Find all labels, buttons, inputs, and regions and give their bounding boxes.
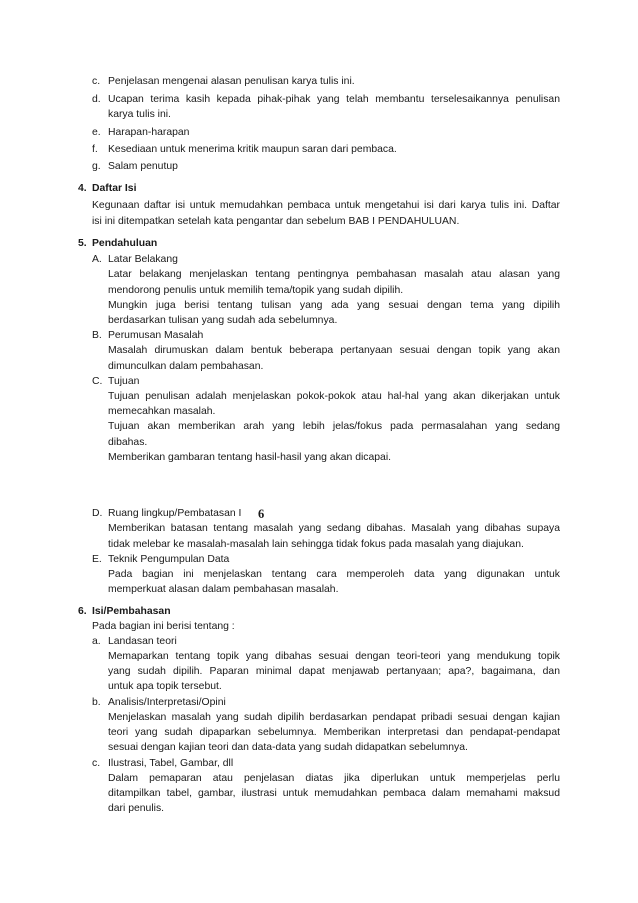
paragraph-line: dari penulis. <box>108 803 165 814</box>
list-marker: g. <box>92 161 101 172</box>
subsection-title: Landasan teori <box>108 636 177 647</box>
paragraph-line: untuk apa topik tersebut. <box>108 681 222 692</box>
subsection-marker: c. <box>92 758 101 769</box>
list-item: Salam penutup <box>108 161 178 172</box>
paragraph-line: teori yang sudah dipaparkan sebelumnya. Memberikan interpretasi dan pendapat-pendapat <box>108 727 560 738</box>
paragraph-line: dimunculkan dalam pembahasan. <box>108 361 264 372</box>
paragraph-line: Pada bagian ini berisi tentang : <box>92 621 235 632</box>
subsection-title: Analisis/Interpretasi/Opini <box>108 697 226 708</box>
list-item: Harapan-harapan <box>108 127 190 138</box>
paragraph-line: memecahkan masalah. <box>108 406 216 417</box>
paragraph-line: ditampilkan tabel, gambar, ilustrasi untuk memudahkan pembaca dalam memahami maksud <box>108 788 560 799</box>
paragraph-line: Masalah dirumuskan dalam bentuk beberapa pertanyaan sesuai dengan topik yang akan <box>108 345 560 356</box>
list-marker: f. <box>92 144 98 155</box>
section-number: 4. <box>78 183 87 194</box>
list-marker: c. <box>92 76 101 87</box>
paragraph-line: mendorong penulis untuk memilih tema/topik yang sudah dipilih. <box>108 285 404 296</box>
subsection-title: Latar Belakang <box>108 254 178 265</box>
paragraph-line: isi ini ditempatkan setelah kata pengantar dan sebelum BAB I PENDAHULUAN. <box>92 216 460 227</box>
paragraph-line: Tujuan akan memberikan arah yang lebih jelas/fokus pada permasalahan yang sedang <box>108 421 560 432</box>
paragraph-line: berdasarkan tulisan yang sudah ada sebelumnya. <box>108 315 338 326</box>
subsection-marker: b. <box>92 697 101 708</box>
paragraph-line: Menjelaskan masalah yang sudah dipilih berdasarkan pendapat pribadi sesuai dengan kajian <box>108 712 560 723</box>
paragraph-line: sesuai dengan kajian teori dan data-data yang sudah didapatkan sebelumnya. <box>108 742 468 753</box>
paragraph-line: Kegunaan daftar isi untuk memudahkan pembaca untuk mengetahui isi dari karya tulis ini. Daftar <box>92 200 560 211</box>
list-item: Penjelasan mengenai alasan penulisan karya tulis ini. <box>108 76 355 87</box>
paragraph-line: Latar belakang menjelaskan tentang pentingnya pembahasan masalah atau alasan yang <box>108 269 560 280</box>
subsection-title: Ilustrasi, Tabel, Gambar, dll <box>108 758 234 769</box>
subsection-marker: A. <box>92 254 102 265</box>
paragraph-line: Pada bagian ini menjelaskan tentang cara memperoleh data yang digunakan untuk <box>108 569 560 580</box>
section-number: 6. <box>78 606 87 617</box>
list-marker: d. <box>92 94 101 105</box>
list-item-continuation: karya tulis ini. <box>108 109 171 120</box>
subsection-title: Teknik Pengumpulan Data <box>108 554 230 565</box>
paragraph-line: Dalam pemaparan atau penjelasan diatas jika diperlukan untuk memperjelas perlu <box>108 773 560 784</box>
subsection-title: Perumusan Masalah <box>108 330 204 341</box>
subsection-marker: C. <box>92 376 103 387</box>
paragraph-line: memperkuat alasan dalam pembahasan masalah. <box>108 584 339 595</box>
paragraph-line: yang sudah dipilih. Paparan minimal dapat menjawab pertanyaan; apa?, bagaimana, dan <box>108 666 560 677</box>
page-number: 6 <box>258 507 265 521</box>
paragraph-line: Memaparkan tentang topik yang dibahas sesuai dengan teori-teori yang mendukung topik <box>108 651 560 662</box>
paragraph-line: tidak melebar ke masalah-masalah lain sehingga tidak fokus pada masalah yang diajukan. <box>108 539 524 550</box>
subsection-marker: D. <box>92 508 103 519</box>
list-item: Ucapan terima kasih kepada pihak-pihak yang telah membantu terselesaikannya penulisan <box>108 94 560 105</box>
section-heading: Isi/Pembahasan <box>92 606 171 617</box>
subsection-marker: E. <box>92 554 102 565</box>
list-item: Kesediaan untuk menerima kritik maupun saran dari pembaca. <box>108 144 397 155</box>
paragraph-line: dibahas. <box>108 437 148 448</box>
paragraph-line: Mungkin juga berisi tentang tulisan yang ada yang sesuai dengan tema yang dipilih <box>108 300 560 311</box>
subsection-marker: B. <box>92 330 102 341</box>
paragraph-line: Memberikan gambaran tentang hasil-hasil yang akan dicapai. <box>108 452 392 463</box>
paragraph-line: Tujuan penulisan adalah menjelaskan pokok-pokok atau hal-hal yang akan dikerjakan untuk <box>108 391 560 402</box>
subsection-title: Tujuan <box>108 376 140 387</box>
paragraph-line: Memberikan batasan tentang masalah yang sedang dibahas. Masalah yang dibahas supaya <box>108 523 560 534</box>
subsection-marker: a. <box>92 636 101 647</box>
subsection-title: Ruang lingkup/Pembatasan I <box>108 508 242 519</box>
list-marker: e. <box>92 127 101 138</box>
section-number: 5. <box>78 238 87 249</box>
section-heading: Daftar Isi <box>92 183 137 194</box>
section-heading: Pendahuluan <box>92 238 158 249</box>
